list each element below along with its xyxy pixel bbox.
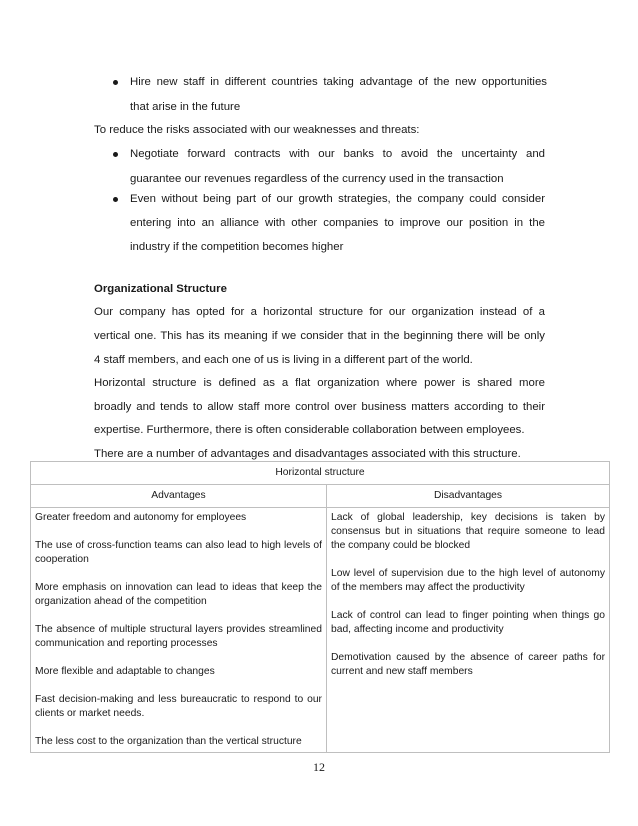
bullet-icon: [113, 80, 118, 85]
disadvantage-item: Demotivation caused by the absence of career paths for current and new staff members: [331, 652, 605, 677]
advantage-item: Greater freedom and autonomy for employees: [35, 512, 247, 523]
advantage-item: More flexible and adaptable to changes: [35, 666, 215, 677]
horizontal-structure-table: [30, 461, 610, 753]
bullet-forward-line1: Negotiate forward contracts with our banks to avoid the uncertainty and: [130, 148, 545, 160]
advantage-item: More emphasis on innovation can lead to ideas that keep the organization ahead of the competition: [35, 582, 322, 607]
bullet-alliance-line2: entering into an alliance with other companies to improve our position in the: [130, 217, 545, 229]
paragraph-line: 4 staff members, and each one of us is living in a different part of the world.: [94, 354, 473, 366]
risk-intro: To reduce the risks associated with our weaknesses and threats:: [94, 124, 420, 136]
advantage-item: The absence of multiple structural layers provides streamlined communication and reporting processes: [35, 624, 322, 649]
bullet-hire-line2: that arise in the future: [130, 101, 241, 113]
paragraph-line: There are a number of advantages and disadvantages associated with this structure.: [94, 448, 521, 460]
advantages-cell: [31, 508, 327, 753]
bullet-alliance-line1: Even without being part of our growth strategies, the company could consider: [130, 193, 545, 205]
bullet-icon: [113, 197, 118, 202]
table-title: Horizontal structure: [31, 462, 610, 485]
paragraph-line: expertise. Furthermore, there is often considerable collaboration between employees.: [94, 424, 525, 436]
column-header-advantages: Advantages: [31, 485, 327, 508]
bullet-forward-line2: guarantee our revenues regardless of the currency used in the transaction: [130, 173, 504, 185]
paragraph-line: Horizontal structure is defined as a flat organization where power is shared more: [94, 377, 545, 389]
column-header-disadvantages: Disadvantages: [327, 485, 610, 508]
page-number: 12: [313, 760, 325, 774]
bullet-alliance-line3: industry if the competition becomes higher: [130, 241, 344, 253]
advantage-item: The use of cross-function teams can also lead to high levels of cooperation: [35, 540, 322, 565]
disadvantages-cell: [327, 508, 610, 753]
advantage-item: The less cost to the organization than the vertical structure: [35, 736, 302, 747]
paragraph-line: broadly and tends to allow staff more control over business matters according to their: [94, 401, 545, 413]
disadvantage-item: Low level of supervision due to the high level of autonomy of the members may affect the productivity: [331, 568, 605, 593]
disadvantage-item: Lack of global leadership, key decisions is taken by consensus but in situations that require someone to lead the company could be blocked: [331, 512, 605, 551]
bullet-hire-line1: Hire new staff in different countries taking advantage of the new opportunities: [130, 76, 547, 88]
section-title: Organizational Structure: [94, 283, 227, 295]
advantage-item: Fast decision-making and less bureaucratic to respond to our clients or market needs.: [35, 694, 322, 719]
disadvantage-item: Lack of control can lead to finger pointing when things go bad, affecting income and productivity: [331, 610, 605, 635]
paragraph-line: Our company has opted for a horizontal structure for our organization instead of a: [94, 306, 545, 318]
paragraph-line: vertical one. This has its meaning if we consider that in the beginning there will be only: [94, 330, 545, 342]
bullet-icon: [113, 152, 118, 157]
